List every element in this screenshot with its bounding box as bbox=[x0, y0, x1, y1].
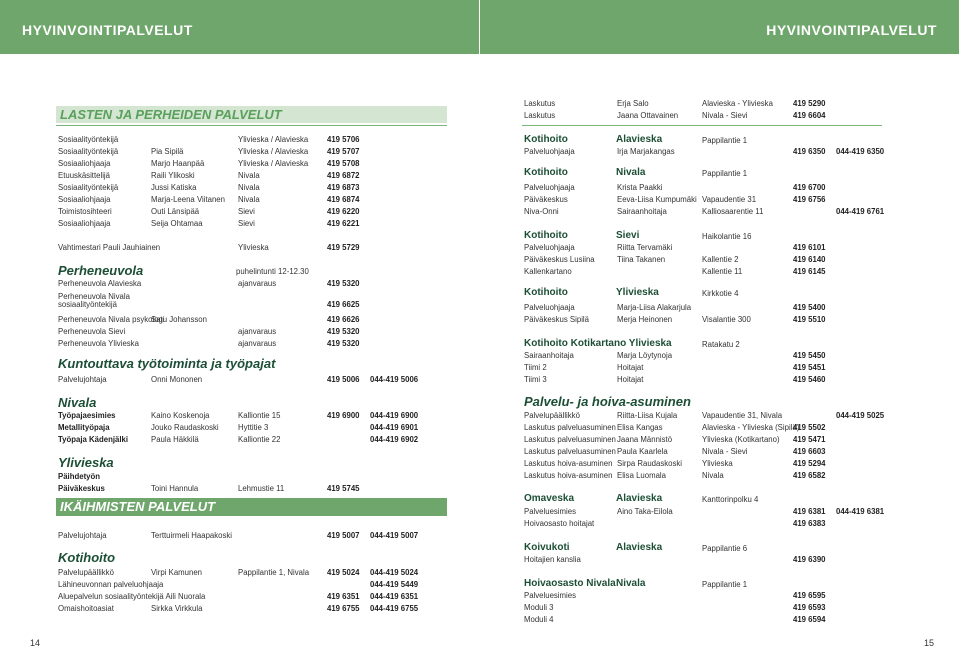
heading-address: Pappilantie 6 bbox=[702, 544, 748, 553]
cell-name: Kaino Koskenoja bbox=[151, 411, 210, 420]
cell-title: Laskutus palveluasuminen bbox=[524, 447, 616, 456]
cell-title: Aluepalvelun sosiaalityöntekijä Aili Nuorala bbox=[58, 592, 206, 601]
cell-title: Vahtimestari Pauli Jauhiainen bbox=[58, 243, 161, 252]
perheneuvola-phonetime: puhelintunti 12-12.30 bbox=[236, 267, 309, 276]
cell-phone: 419 5502 bbox=[793, 423, 826, 432]
cell-name: Krista Paakki bbox=[617, 183, 663, 192]
cell-mobile: 044-419 6755 bbox=[370, 604, 419, 613]
cell-phone: 419 5510 bbox=[793, 315, 826, 324]
heading-b: Alavieska bbox=[616, 542, 663, 553]
cell-mobile: 044-419 6901 bbox=[370, 423, 419, 432]
cell-phone: 419 6351 bbox=[327, 592, 360, 601]
heading-address: Ratakatu 2 bbox=[702, 340, 740, 349]
heading-b: Ylivieska bbox=[616, 287, 659, 298]
cell-phone: 419 5006 bbox=[327, 375, 360, 384]
cell-name: Sirpa Raudaskoski bbox=[617, 459, 683, 468]
cell-address: Vapaudentie 31 bbox=[702, 195, 757, 204]
cell-mobile: 044-419 6900 bbox=[370, 411, 419, 420]
cell-title: Perheneuvola Nivala psykologi bbox=[58, 315, 165, 324]
cell-title: Moduli 3 bbox=[524, 603, 554, 612]
cell-title: Metallityöpaja bbox=[58, 423, 110, 432]
cell-mobile: 044-419 6902 bbox=[370, 435, 419, 444]
cell-mobile: 044-419 6350 bbox=[836, 147, 885, 156]
heading-address: Pappilantie 1 bbox=[702, 169, 748, 178]
cell-title: Palveluohjaaja bbox=[524, 243, 575, 252]
cell-title: Palvelupäällikkö bbox=[58, 568, 114, 577]
cell-name: Pia Sipilä bbox=[151, 147, 184, 156]
heading-b: Alavieska bbox=[616, 493, 663, 504]
cell-phone: 419 5294 bbox=[793, 459, 826, 468]
cell-title: Laskutus hoiva-asuminen bbox=[524, 471, 613, 480]
cell-name: Marja-Liisa Alakarjula bbox=[617, 303, 692, 312]
cell-title: Sosiaaliohjaaja bbox=[58, 159, 111, 168]
cell-title: Perheneuvola Sievi bbox=[58, 327, 126, 336]
cell-name: Onni Mononen bbox=[151, 375, 203, 384]
divider bbox=[522, 125, 882, 126]
kotihoito-title: Kotihoito bbox=[58, 550, 116, 565]
cell-title: Perheneuvola Alavieska bbox=[58, 279, 142, 288]
cell-address: Lehmustie 11 bbox=[238, 484, 285, 493]
cell-address: Visalantie 300 bbox=[702, 315, 751, 324]
cell-phone: 419 5320 bbox=[327, 279, 360, 288]
cell-title: Päiväkeskus Sipilä bbox=[524, 315, 590, 324]
perheneuvola-title: Perheneuvola bbox=[58, 263, 144, 278]
cell-address: Nivala bbox=[238, 195, 260, 204]
cell-address: Ylivieska / Alavieska bbox=[238, 135, 309, 144]
cell-title: Laskutus bbox=[524, 99, 556, 108]
cell-phone: 419 6594 bbox=[793, 615, 826, 624]
cell-mobile: 044-419 6761 bbox=[836, 207, 885, 216]
cell-address: Kallentie 2 bbox=[702, 255, 739, 264]
cell-title: Sosiaalityöntekijä bbox=[58, 147, 119, 156]
cell-phone: 419 5706 bbox=[327, 135, 360, 144]
cell-title: Moduli 4 bbox=[524, 615, 554, 624]
heading-a: Omaveska bbox=[524, 493, 575, 504]
cell-phone: 419 6872 bbox=[327, 171, 360, 180]
perheneuvola-nivala-l1: Perheneuvola Nivala bbox=[58, 292, 130, 301]
cell-address: ajanvaraus bbox=[238, 339, 277, 348]
cell-title: Niva-Onni bbox=[524, 207, 559, 216]
cell-title: Kallenkartano bbox=[524, 267, 572, 276]
cell-phone: 419 6101 bbox=[793, 243, 826, 252]
perheneuvola-nivala-num: 419 6625 bbox=[327, 300, 360, 309]
section-title-ikaihmisten: IKÄIHMISTEN PALVELUT bbox=[56, 498, 447, 516]
banner-right: HYVINVOINTIPALVELUT bbox=[480, 0, 959, 54]
cell-phone: 419 6383 bbox=[793, 519, 826, 528]
heading-address: Kirkkotie 4 bbox=[702, 289, 739, 298]
cell-address: Ylivieska (Kotikartano) bbox=[702, 435, 780, 444]
cell-phone: 419 5708 bbox=[327, 159, 360, 168]
cell-title: Sosiaalityöntekijä bbox=[58, 183, 119, 192]
cell-name: Elisa Luomala bbox=[617, 471, 666, 480]
cell-title: Palvelujohtaja bbox=[58, 375, 107, 384]
cell-phone: 419 6626 bbox=[327, 315, 360, 324]
cell-address: Nivala - Sievi bbox=[702, 447, 748, 456]
cell-name: Terttuirmeli Haapakoski bbox=[151, 531, 233, 540]
heading-b: Sievi bbox=[616, 230, 640, 241]
cell-name: Merja Heinonen bbox=[617, 315, 673, 324]
nivala-title: Nivala bbox=[58, 395, 97, 410]
cell-mobile: 044-419 5024 bbox=[370, 568, 419, 577]
cell-phone: 419 5471 bbox=[793, 435, 826, 444]
cell-title: Sosiaaliohjaaja bbox=[58, 219, 111, 228]
cell-address: Nivala bbox=[238, 183, 260, 192]
cell-title: Palvelujohtaja bbox=[58, 531, 107, 540]
cell-phone: 419 5024 bbox=[327, 568, 360, 577]
cell-phone: 419 6604 bbox=[793, 111, 826, 120]
cell-address: Ylivieska / Alavieska bbox=[238, 147, 309, 156]
cell-title: Palveluesimies bbox=[524, 591, 577, 600]
cell-phone: 419 5320 bbox=[327, 339, 360, 348]
cell-address: Kalliontie 15 bbox=[238, 411, 281, 420]
cell-title: Etuuskäsittelijä bbox=[58, 171, 111, 180]
cell-title: Sairaanhoitaja bbox=[524, 351, 574, 360]
cell-name: Jaana Männistö bbox=[617, 435, 673, 444]
cell-address: Ylivieska bbox=[238, 243, 269, 252]
cell-phone: 419 5290 bbox=[793, 99, 826, 108]
cell-title: Päiväkeskus Lusiina bbox=[524, 255, 595, 264]
cell-mobile: 044-419 5449 bbox=[370, 580, 419, 589]
cell-title: Laskutus bbox=[524, 111, 556, 120]
cell-mobile: 044-419 5025 bbox=[836, 411, 885, 420]
ylivieska-title: Ylivieska bbox=[58, 455, 114, 470]
heading-address: Pappilantie 1 bbox=[702, 136, 748, 145]
cell-phone: 419 6390 bbox=[793, 555, 826, 564]
cell-phone: 419 6700 bbox=[793, 183, 826, 192]
cell-title: Tiimi 3 bbox=[524, 375, 547, 384]
cell-mobile: 044-419 6351 bbox=[370, 592, 419, 601]
cell-phone: 419 6755 bbox=[327, 604, 360, 613]
cell-phone: 419 6350 bbox=[793, 147, 826, 156]
cell-title: Sosiaaliohjaaja bbox=[58, 195, 111, 204]
cell-phone: 419 6140 bbox=[793, 255, 826, 264]
cell-name: Seija Ohtamaa bbox=[151, 219, 203, 228]
cell-address: Alavieska - Ylivieska bbox=[702, 99, 773, 108]
cell-phone: 419 5729 bbox=[327, 243, 360, 252]
cell-address: Sievi bbox=[238, 219, 255, 228]
cell-title: Laskutus palveluasuminen bbox=[524, 423, 616, 432]
cell-phone: 419 5450 bbox=[793, 351, 826, 360]
cell-phone: 419 6873 bbox=[327, 183, 360, 192]
heading-a: Kotihoito Kotikartano Ylivieska bbox=[524, 338, 672, 349]
cell-title: Laskutus palveluasuminen bbox=[524, 435, 616, 444]
banner-left: HYVINVOINTIPALVELUT bbox=[0, 0, 479, 54]
cell-name: Toini Hannula bbox=[151, 484, 199, 493]
cell-address: Ylivieska / Alavieska bbox=[238, 159, 309, 168]
heading-address: Haikolantie 16 bbox=[702, 232, 752, 241]
cell-title: Perheneuvola Ylivieska bbox=[58, 339, 139, 348]
cell-address: ajanvaraus bbox=[238, 327, 277, 336]
palvelu-title: Palvelu- ja hoiva-asuminen bbox=[524, 394, 691, 409]
cell-name: Sirkka Virkkula bbox=[151, 604, 203, 613]
cell-phone: 419 5400 bbox=[793, 303, 826, 312]
cell-address: Nivala bbox=[702, 471, 724, 480]
cell-address: Kalliosaarentie 11 bbox=[702, 207, 764, 216]
cell-phone: 419 5707 bbox=[327, 147, 360, 156]
heading-b: Alavieska bbox=[616, 134, 663, 145]
cell-address: Sievi bbox=[238, 207, 255, 216]
cell-name: Eeva-Liisa Kumpumäki bbox=[617, 195, 697, 204]
cell-title: Omaishoitoasiat bbox=[58, 604, 114, 613]
cell-title: Laskutus hoiva-asuminen bbox=[524, 459, 613, 468]
cell-title: Työpaja Kädenjälki bbox=[58, 435, 129, 444]
heading-a: Hoivaosasto Nivala bbox=[524, 578, 616, 589]
cell-name: Aino Taka-Eilola bbox=[617, 507, 673, 516]
cell-name: Virpi Kamunen bbox=[151, 568, 202, 577]
cell-title: Sosiaalityöntekijä bbox=[58, 135, 119, 144]
cell-mobile: 044-419 5006 bbox=[370, 375, 419, 384]
cell-phone: 419 6221 bbox=[327, 219, 360, 228]
cell-name: Hoitajat bbox=[617, 375, 644, 384]
cell-address: Ylivieska bbox=[702, 459, 733, 468]
cell-name: Marjo Haanpää bbox=[151, 159, 205, 168]
cell-name: Outi Länsipää bbox=[151, 207, 200, 216]
cell-phone: 419 5007 bbox=[327, 531, 360, 540]
cell-address: Pappilantie 1, Nivala bbox=[238, 568, 310, 577]
cell-name: Marja Löytynoja bbox=[617, 351, 673, 360]
cell-title: Hoitajien kanslia bbox=[524, 555, 581, 564]
page-number-right: 15 bbox=[924, 638, 935, 648]
page-number-left: 14 bbox=[30, 638, 41, 648]
cell-title: Palveluohjaaja bbox=[524, 147, 575, 156]
cell-name: Jaana Ottavainen bbox=[617, 111, 679, 120]
cell-name: Raili Ylikoski bbox=[151, 171, 195, 180]
cell-title: Palveluesimies bbox=[524, 507, 577, 516]
cell-title: Hoivaosasto hoitajat bbox=[524, 519, 595, 528]
cell-name: Paula Kaarlela bbox=[617, 447, 668, 456]
cell-phone: 419 5451 bbox=[793, 363, 826, 372]
cell-mobile: 044-419 6381 bbox=[836, 507, 885, 516]
cell-address: Vapaudentie 31, Nivala bbox=[702, 411, 783, 420]
cell-title: Päiväkeskus bbox=[524, 195, 568, 204]
cell-title: Päiväkeskus bbox=[58, 484, 105, 493]
cell-address: Alavieska - Ylivieska (Sipilä) bbox=[702, 423, 800, 432]
perheneuvola-nivala-l2: sosiaalityöntekijä bbox=[58, 300, 117, 309]
paihdetyon-text: Päihdetyön bbox=[58, 472, 101, 481]
cell-phone: 419 5460 bbox=[793, 375, 826, 384]
cell-name: Satu Johansson bbox=[151, 315, 207, 324]
cell-name: Jouko Raudaskoski bbox=[151, 423, 219, 432]
cell-address: Nivala bbox=[238, 171, 260, 180]
cell-title: Lähineuvonnan palveluohjaaja bbox=[58, 580, 164, 589]
heading-a: Koivukoti bbox=[524, 542, 570, 553]
cell-name: Marja-Leena Viitanen bbox=[151, 195, 225, 204]
heading-a: Kotihoito bbox=[524, 167, 568, 178]
section-title-lasten: LASTEN JA PERHEIDEN PALVELUT bbox=[56, 106, 447, 123]
cell-phone: 419 6595 bbox=[793, 591, 826, 600]
cell-title: Toimistosihteeri bbox=[58, 207, 112, 216]
cell-title: Työpajaesimies bbox=[58, 411, 116, 420]
heading-a: Kotihoito bbox=[524, 287, 568, 298]
cell-address: Kalliontie 22 bbox=[238, 435, 281, 444]
cell-address: Kallentie 11 bbox=[702, 267, 743, 276]
heading-b: Nivala bbox=[616, 167, 646, 178]
cell-name: Irja Marjakangas bbox=[617, 147, 675, 156]
cell-mobile: 044-419 5007 bbox=[370, 531, 419, 540]
cell-phone: 419 6220 bbox=[327, 207, 360, 216]
cell-name: Sairaanhoitaja bbox=[617, 207, 667, 216]
heading-address: Pappilantie 1 bbox=[702, 580, 748, 589]
cell-name: Hoitajat bbox=[617, 363, 644, 372]
cell-name: Elisa Kangas bbox=[617, 423, 663, 432]
cell-phone: 419 6756 bbox=[793, 195, 826, 204]
heading-address: Kanttorinpolku 4 bbox=[702, 495, 759, 504]
heading-b: Nivala bbox=[616, 578, 646, 589]
cell-phone: 419 6145 bbox=[793, 267, 826, 276]
cell-title: Palvelupäällikkö bbox=[524, 411, 580, 420]
cell-phone: 419 6381 bbox=[793, 507, 826, 516]
cell-name: Riitta Tervamäki bbox=[617, 243, 673, 252]
cell-title: Tiimi 2 bbox=[524, 363, 547, 372]
cell-address: ajanvaraus bbox=[238, 279, 277, 288]
cell-name: Jussi Katiska bbox=[151, 183, 197, 192]
cell-name: Paula Häkkilä bbox=[151, 435, 199, 444]
cell-address: Nivala - Sievi bbox=[702, 111, 748, 120]
cell-name: Tiina Takanen bbox=[617, 255, 666, 264]
cell-phone: 419 6900 bbox=[327, 411, 360, 420]
cell-name: Erja Salo bbox=[617, 99, 649, 108]
cell-phone: 419 6582 bbox=[793, 471, 826, 480]
kuntouttava-title: Kuntouttava työtoiminta ja työpajat bbox=[58, 356, 276, 371]
cell-phone: 419 5320 bbox=[327, 327, 360, 336]
divider bbox=[56, 125, 447, 126]
cell-name: Riitta-Liisa Kujala bbox=[617, 411, 678, 420]
cell-phone: 419 6603 bbox=[793, 447, 826, 456]
heading-a: Kotihoito bbox=[524, 230, 568, 241]
cell-title: Palveluohjaaja bbox=[524, 303, 575, 312]
cell-title: Palveluohjaaja bbox=[524, 183, 575, 192]
cell-phone: 419 5745 bbox=[327, 484, 360, 493]
cell-address: Hyttitie 3 bbox=[238, 423, 269, 432]
cell-phone: 419 6593 bbox=[793, 603, 826, 612]
cell-phone: 419 6874 bbox=[327, 195, 360, 204]
heading-a: Kotihoito bbox=[524, 134, 568, 145]
